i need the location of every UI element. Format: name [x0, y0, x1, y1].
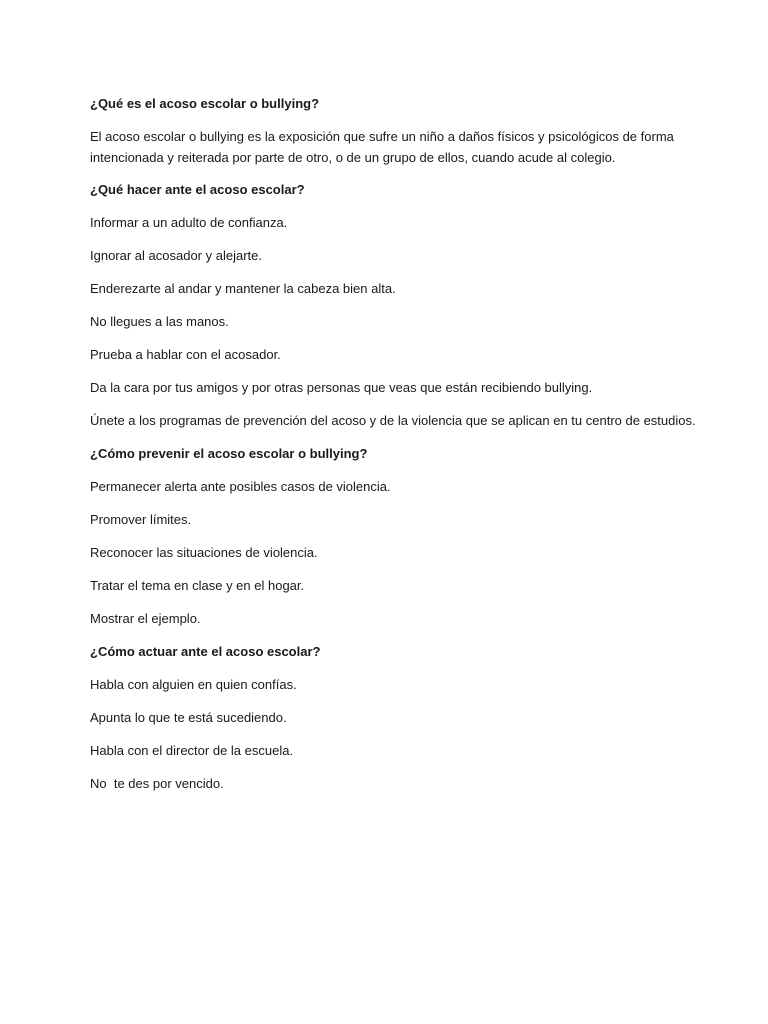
list-item: No llegues a las manos.: [90, 314, 229, 329]
list-item: No te des por vencido.: [90, 776, 224, 791]
list-item: Informar a un adulto de confianza.: [90, 215, 288, 230]
section-heading-what-to-do: ¿Qué hacer ante el acoso escolar?: [90, 182, 305, 197]
list-item: Permanecer alerta ante posibles casos de violencia.: [90, 479, 391, 494]
list-item: Habla con alguien en quien confías.: [90, 677, 297, 692]
list-item: Promover límites.: [90, 512, 192, 527]
list-item: Reconocer las situaciones de violencia.: [90, 545, 318, 560]
list-item: Mostrar el ejemplo.: [90, 611, 201, 626]
list-item: Prueba a hablar con el acosador.: [90, 347, 281, 362]
list-item: Habla con el director de la escuela.: [90, 743, 294, 758]
document-body: [90, 93, 710, 806]
paragraph-line: intencionada y reiterada por parte de otro, o de un grupo de ellos, cuando acude al colegio.: [90, 150, 616, 165]
list-item: Tratar el tema en clase y en el hogar.: [90, 578, 305, 593]
paragraph-line: El acoso escolar o bullying es la exposición que sufre un niño a daños físicos y psicológicos de forma: [90, 129, 674, 144]
list-item: Únete a los programas de prevención del acoso y de la violencia que se aplican en tu centro de estudios.: [90, 413, 696, 428]
list-item: Da la cara por tus amigos y por otras personas que veas que están recibiendo bullying.: [90, 380, 593, 395]
list-item: Ignorar al acosador y alejarte.: [90, 248, 262, 263]
section-heading-how-to-act: ¿Cómo actuar ante el acoso escolar?: [90, 644, 321, 659]
list-item: Enderezarte al andar y mantener la cabeza bien alta.: [90, 281, 396, 296]
section-heading-how-to-prevent: ¿Cómo prevenir el acoso escolar o bullying?: [90, 446, 368, 461]
definition-paragraph: [90, 126, 710, 168]
section-heading-what-is: ¿Qué es el acoso escolar o bullying?: [90, 96, 320, 111]
list-item: Apunta lo que te está sucediendo.: [90, 710, 287, 725]
